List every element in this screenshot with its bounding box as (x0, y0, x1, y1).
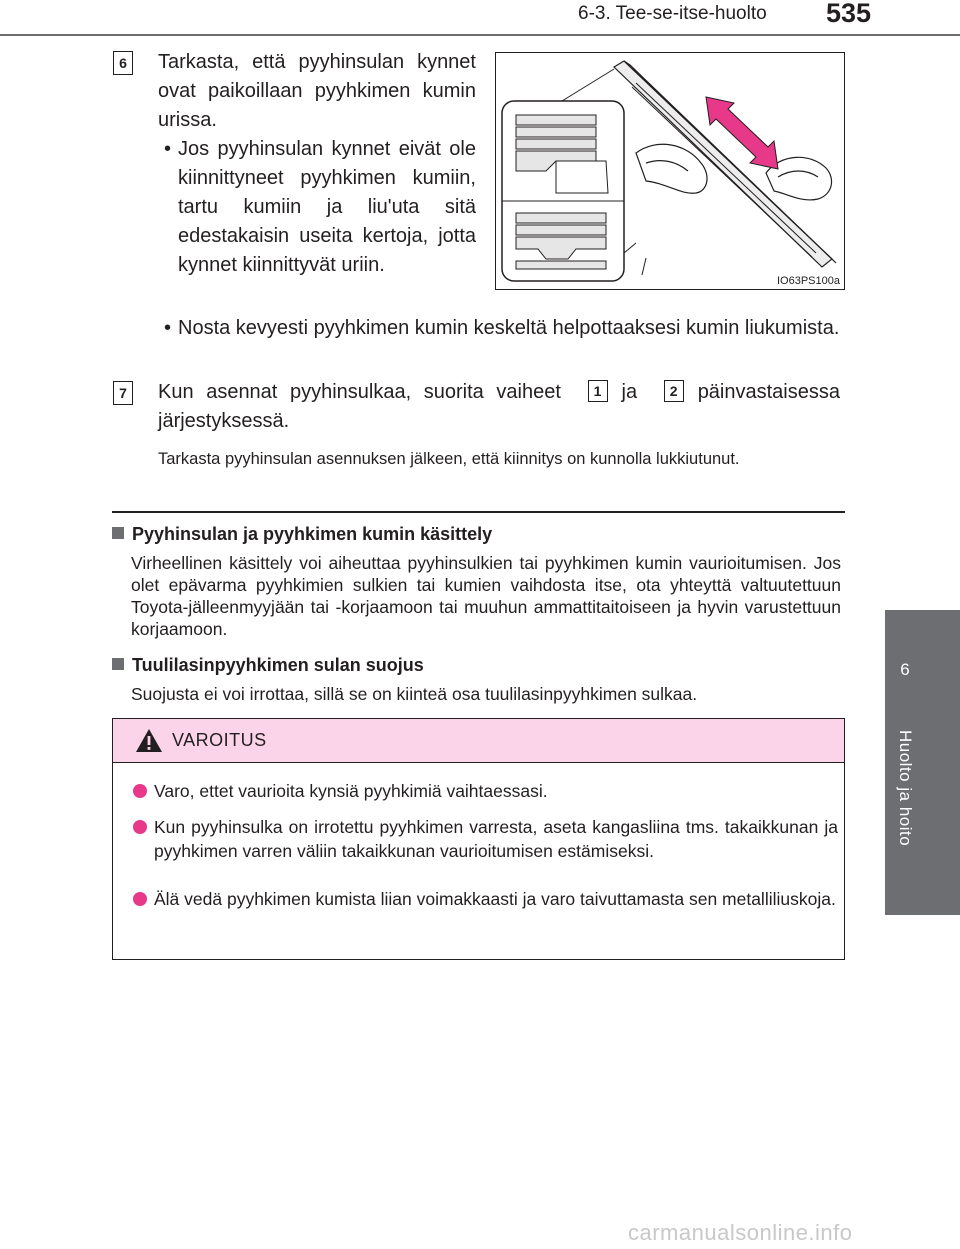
warning-item (133, 779, 838, 803)
section-2-heading-text: Tuulilasinpyyhkimen sulan suojus (132, 655, 424, 675)
pink-bullet-icon (133, 892, 147, 906)
square-bullet-icon (112, 658, 124, 670)
section-divider (112, 511, 845, 513)
warning-item (133, 815, 838, 863)
step-ref-2: 2 (664, 380, 684, 402)
step-6-bullet-2-text: Nosta kevyesti pyyhkimen kumin keskeltä helpottaaksesi kumin liukumista. (178, 317, 840, 339)
pink-bullet-icon (133, 784, 147, 798)
step-7-text-after: päinvastaisessa järjestyksessä. (158, 381, 840, 432)
header-rule (0, 34, 960, 36)
chapter-number: 6 (900, 660, 910, 679)
page-number: 535 (826, 0, 872, 28)
section-1-body: Virheellinen käsittely voi aiheuttaa pyyhinsulkien tai pyyhkimen kumin vaurioitumisen. Jos olet epävarma pyyhkimien sulkien tai kumien vaihdosta itse, ota yhteyttä valtuutettuun Toyota-jälleenmyyjään tai -korjaamoon tai muuhun ammattitaitoiseen ja hyvin varustettuun korjaamoon. (131, 553, 841, 639)
step-7-text (158, 378, 840, 436)
step-ref-1: 1 (588, 380, 608, 402)
wiper-blade-illustration (495, 52, 845, 290)
step-7-text-before: Kun asennat pyyhinsulkaa, suorita vaiheet (158, 381, 561, 403)
watermark: carmanualsonline.info (628, 1220, 853, 1245)
section-title: 6-3. Tee-se-itse-huolto (578, 3, 767, 24)
section-2-body: Suojusta ei voi irrottaa, sillä se on kiinteä osa tuulilasinpyyhkimen sulkaa. (131, 684, 698, 704)
section-2-heading (112, 655, 424, 676)
step-7-note: Tarkasta pyyhinsulan asennuksen jälkeen, että kiinnitys on kunnolla lukkiutunut. (158, 450, 740, 468)
warning-item (133, 887, 838, 911)
warning-item-text: Älä vedä pyyhkimen kumista liian voimakkaasti ja varo taivuttamasta sen metalliliuskoja. (154, 889, 836, 909)
figure-label: IO63PS100a (777, 275, 840, 287)
warning-title: VAROITUS (172, 730, 267, 750)
warning-item-text: Varo, ettet vaurioita kynsiä pyyhkimiä vaihtaessasi. (154, 781, 548, 801)
pink-bullet-icon (133, 820, 147, 834)
chapter-title: Huolto ja hoito (896, 730, 915, 847)
warning-item-text: Kun pyyhinsulka on irrotettu pyyhkimen varresta, aseta kangasliina tms. takaikkunan ja pyyhkimen varren väliin takaikkunan vaurioitumisen estämiseksi. (154, 817, 838, 861)
step-6-badge: 6 (113, 51, 133, 75)
warning-triangle-icon (135, 728, 163, 753)
step-7-text-mid: ja (621, 381, 638, 403)
warning-header (113, 719, 844, 763)
section-1-heading (112, 524, 492, 545)
step-6-bullet-2: • Nosta kevyesti pyyhkimen kumin keskeltä helpottaaksesi kumin liukumista. (158, 314, 840, 343)
step-6-text: Tarkasta, että pyyhinsulan kynnet ovat paikoillaan pyyhkimen kumin urissa. (158, 51, 476, 131)
step-6-bullet-1: • Jos pyyhinsulan kynnet eivät ole kiinnittyneet pyyhkimen kumiin, tartu kumiin ja liu'uta sitä edestakaisin useita kertoja, jotta kynnet kiinnittyvät uriin. (158, 135, 476, 280)
step-7-badge: 7 (113, 381, 133, 405)
section-1-heading-text: Pyyhinsulan ja pyyhkimen kumin käsittely (132, 524, 493, 544)
step-6-bullet-1-text: Jos pyyhinsulan kynnet eivät ole kiinnittyneet pyyhkimen kumiin, tartu kumiin ja liu'uta sitä edestakaisin useita kertoja, jotta kynnet kiinnittyvät uriin. (178, 138, 476, 276)
square-bullet-icon (112, 527, 124, 539)
warning-box (112, 718, 845, 960)
wiper-blade-drawing (496, 53, 843, 288)
